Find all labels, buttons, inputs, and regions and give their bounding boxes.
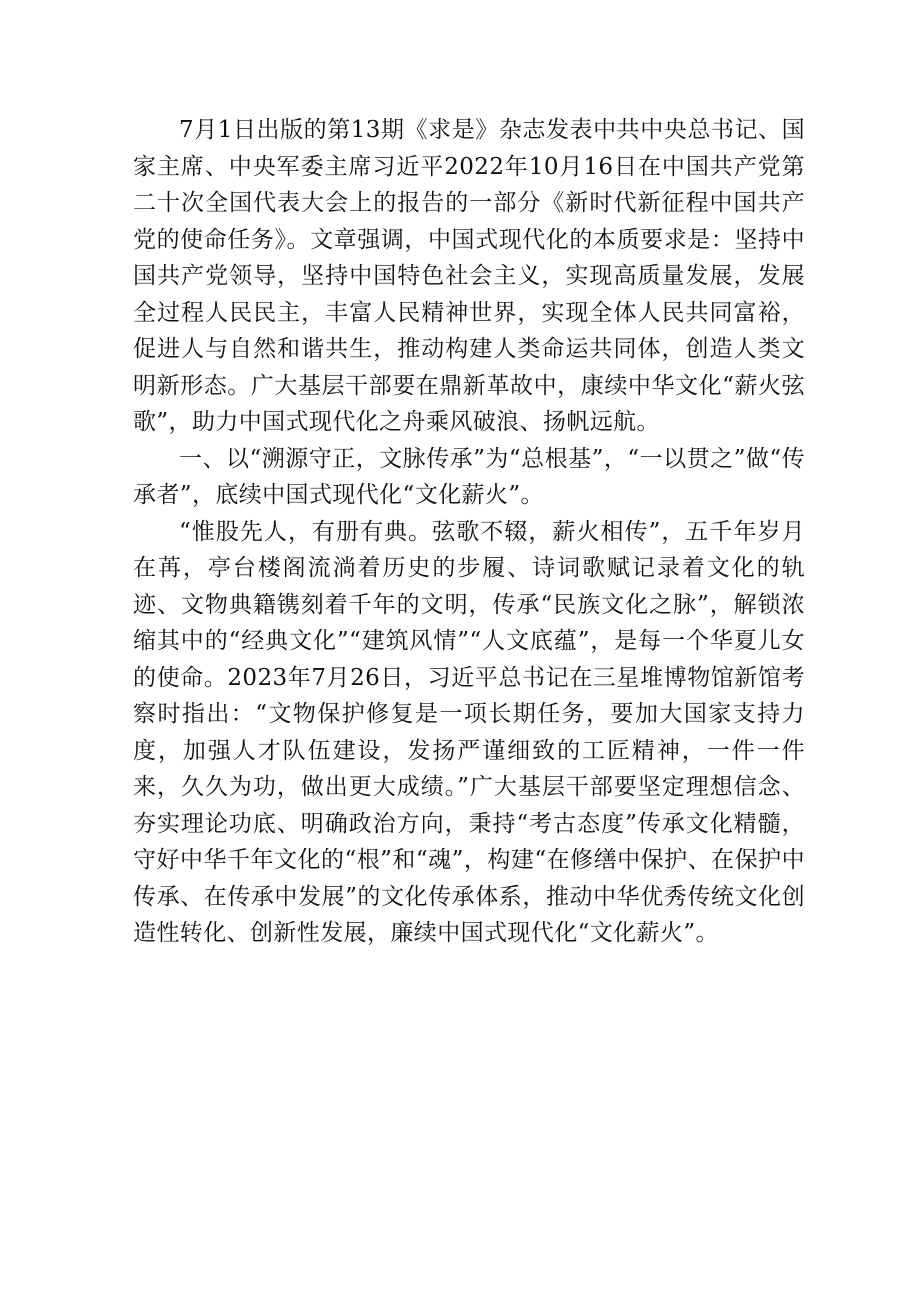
paragraph-intro: 7月1日出版的第13期《求是》杂志发表中共中央总书记、国家主席、中央军委主席习近平2022年10月16日在中国共产党第二十次全国代表大会上的报告的一部分《新时代新征程中国共产党的使命任务》。文章强调，中国式现代化的本质要求是：坚持中国共产党领导，坚持中国特色社会主义，实现高质量发展，发展全过程人民民主，丰富人民精神世界，实现全体人民共同富裕，促进人与自然和谐共生，推动构建人类命运共同体，创造人类文明新形态。广大基层干部要在鼎新革故中，康续中华文化“薪火弦歌”，助力中国式现代化之舟乘风破浪、扬帆远航。 — [133, 117, 805, 435]
section-heading-one: 一、以“溯源守正，文脉传承”为“总根基”，“一以贯之”做“传承者”，底续中国式现代化“文化薪火”。 — [133, 445, 805, 508]
paragraph-section-one-body: “惟股先人，有册有典。弦歌不辍，薪火相传”，五千年岁月在苒，亭台楼阁流淌着历史的步履、诗词歌赋记录着文化的轨迹、文物典籍镌刻着千年的文明，传承“民族文化之脉”，解锁浓缩其中的“经典文化”“建筑风情”“人文底蕴”，是每一个华夏儿女的使命。2023年7月26日，习近平总书记在三星堆博物馆新馆考察时指出：“文物保护修复是一项长期任务，要加大国家支持力度，加强人才队伍建设，发扬严谨细致的工匠精神，一件一件来，久久为功，做出更大成绩。”广大基层干部要坚定理想信念、夯实理论功底、明确政治方向，秉持“考古态度”传承文化精髓，守好中华千年文化的“根”和“魂”，构建“在修缮中保护、在保护中传承、在传承中发展”的文化传承体系，推动中华优秀传统文化创造性转化、创新性发展，廉续中国式现代化“文化薪火”。 — [133, 518, 805, 946]
document-body — [133, 112, 805, 952]
